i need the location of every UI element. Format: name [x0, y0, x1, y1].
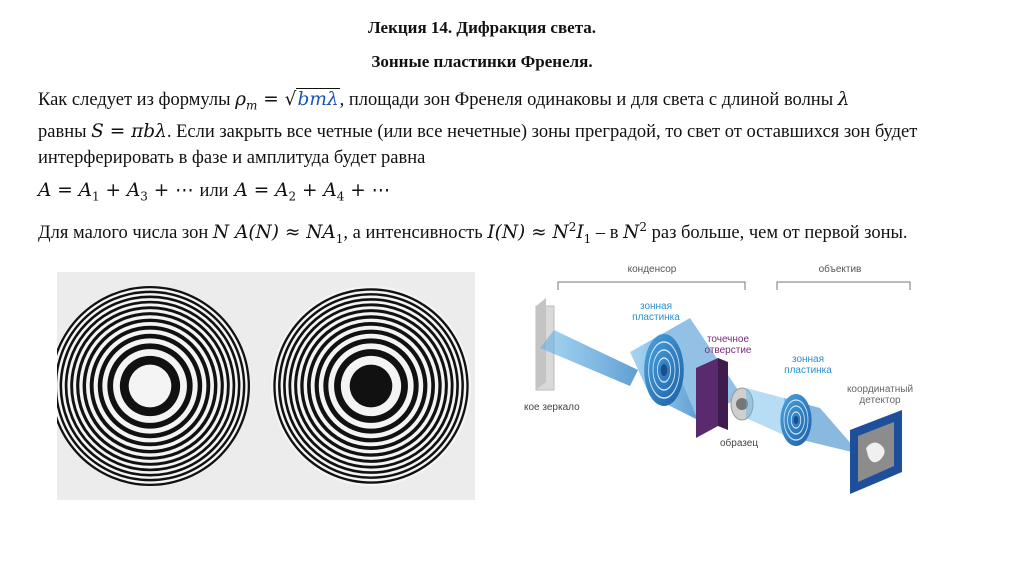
zone-plate-left — [57, 286, 250, 486]
beam-objective — [746, 388, 786, 436]
label-zone-plate-2-l1: зонная — [791, 354, 825, 365]
text: . Если закрыть все четные (или все нечетные) зоны преградой, то свет от оставшихся зон будет интерферировать в фазе и амплитуда будет равна — [38, 121, 918, 168]
formula-rho: $\rho_m$ — [235, 89, 258, 113]
label-condenser: конденсор — [627, 264, 677, 275]
formula-sqrt: = √bmλ — [257, 89, 339, 110]
zone-plate-2 — [780, 394, 811, 446]
label-sample: образец — [720, 438, 759, 449]
zone-plate-right — [271, 286, 471, 486]
formula-lambda: λ — [837, 89, 850, 110]
label-objective: объектив — [818, 264, 862, 275]
lecture-title: Лекция 14. Дифракция света. — [367, 18, 597, 37]
text: Как следует из формулы — [38, 90, 236, 110]
text: раз больше, чем от первой зоны. — [647, 223, 908, 244]
zone-plates-image — [57, 272, 475, 500]
formula-area: S = πbλ — [91, 120, 167, 142]
text: , а интенсивность — [343, 223, 488, 244]
pinhole-plate-side — [718, 358, 728, 430]
zone-plate-1 — [644, 334, 684, 406]
text: – в — [591, 223, 624, 244]
pinhole-plate — [696, 358, 718, 438]
formula-amplitude: $A = A_1 + A_3$ + ⋯ или $A = A_2 + A_4$ + ⋯ — [38, 180, 391, 204]
paragraph-intensity: Для малого числа зон N $A(N) \approx NA_1$, а интенсивность $I(N) \approx N^2I_1 - в$ $N^2$ раз больше, чем от первой зоны. — [38, 220, 908, 246]
label-zone-plate-1-l2: пластинка — [632, 312, 680, 323]
zone-ring — [350, 365, 393, 408]
text: , площади зон Френеля одинаковы и для света с длиной волны — [339, 90, 838, 110]
diagram-svg — [520, 258, 1020, 508]
paragraph-formula-zones — [38, 87, 988, 171]
label-zone-plate-2-l2: пластинка — [784, 365, 832, 376]
label-detector-l1: координатный — [846, 384, 914, 395]
zone-plates-svg — [57, 272, 475, 500]
label-pinhole-l1: точечное — [706, 334, 750, 345]
label-pinhole-l2: отверстие — [704, 345, 752, 356]
beam-incoming — [540, 330, 638, 386]
text: равны — [38, 121, 92, 142]
lecture-subtitle: Зонные пластинки Френеля. — [371, 52, 593, 71]
text-ili: или — [199, 181, 229, 201]
xray-microscope-diagram — [520, 258, 1020, 508]
condenser-bracket — [558, 282, 745, 290]
text: Для малого числа зон — [38, 223, 213, 244]
objective-bracket — [777, 282, 910, 290]
label-detector-l2: детектор — [859, 395, 901, 406]
zone-ring — [129, 365, 172, 408]
label-mirror: кое зеркало — [524, 402, 580, 413]
label-zone-plate-1-l1: зонная — [639, 301, 673, 312]
